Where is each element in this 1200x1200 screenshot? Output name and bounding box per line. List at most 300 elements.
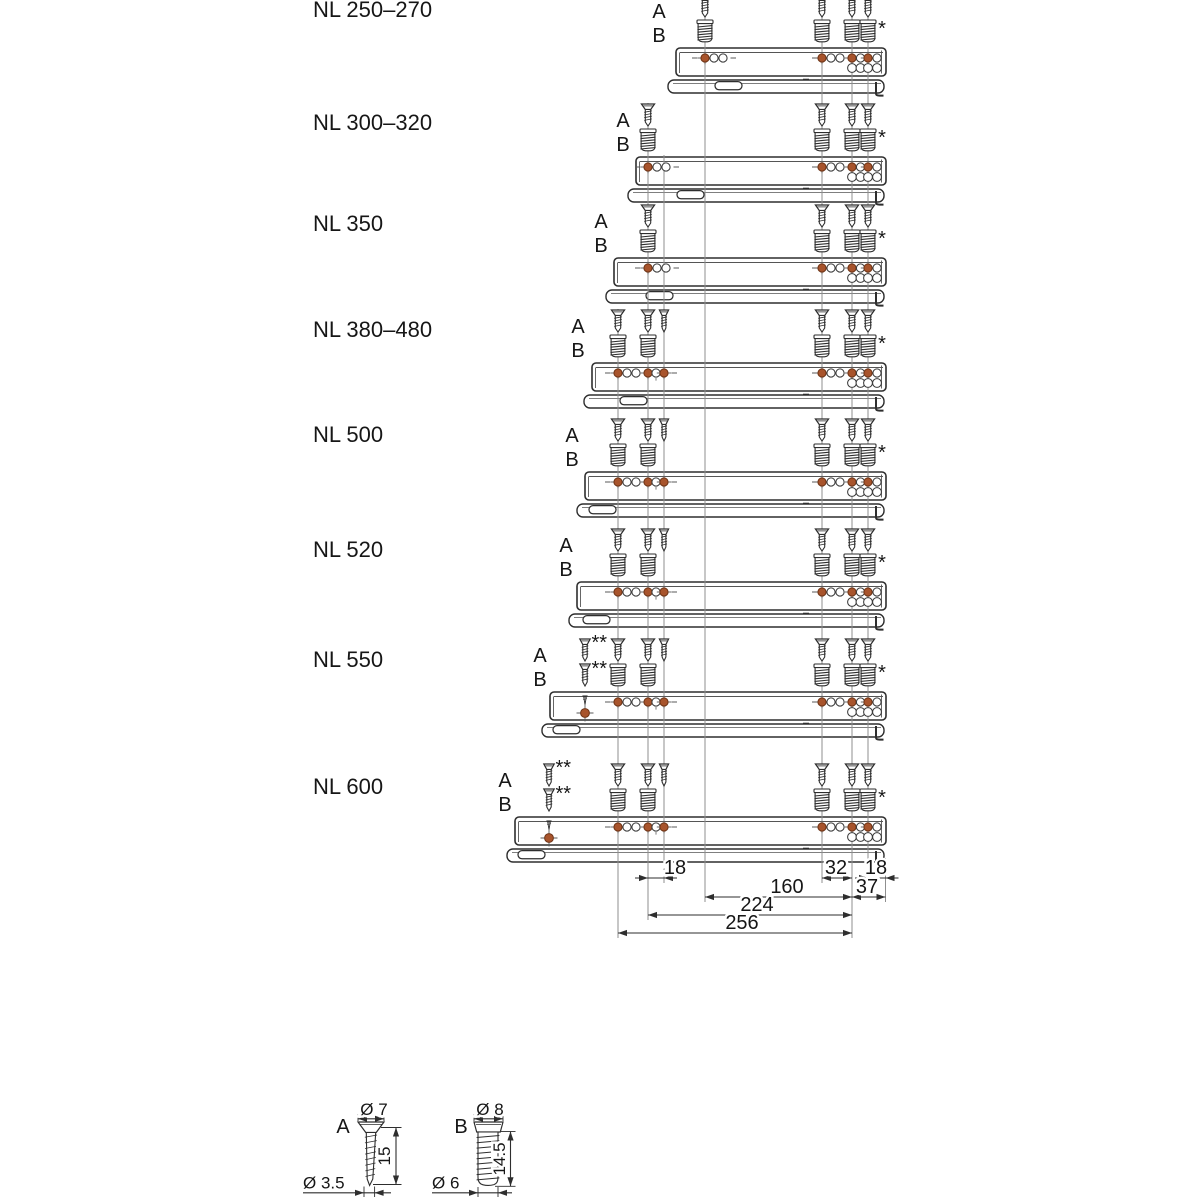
mounting-hole	[873, 369, 881, 377]
hole-circle	[848, 698, 856, 706]
row-title: NL 300–320	[313, 110, 433, 135]
screw-a-icon	[641, 419, 654, 441]
mounting-hole	[632, 823, 640, 831]
mounting-hole	[864, 379, 873, 388]
hole-circle	[719, 54, 727, 62]
row-title: NL 520	[313, 537, 384, 562]
screw-a-icon	[659, 419, 668, 441]
mounting-hole	[623, 369, 631, 377]
countersunk-screw-head	[659, 419, 668, 425]
hole-circle	[818, 54, 826, 62]
countersunk-screw-head	[815, 639, 828, 645]
countersunk-screw-head	[845, 419, 858, 425]
countersunk-screw-head	[815, 205, 828, 211]
hole-circle	[614, 369, 622, 377]
screw-a-icon	[815, 310, 828, 332]
latch	[518, 851, 545, 859]
hole-circle	[848, 833, 857, 842]
countersunk-screw-head	[641, 529, 654, 535]
hole-circle	[864, 598, 873, 607]
latch	[620, 397, 647, 405]
screw-a-icon	[861, 764, 874, 786]
runner-rail-strip	[628, 189, 884, 202]
hole-circle	[864, 588, 872, 596]
hole-circle	[827, 698, 835, 706]
screw-a-icon	[815, 0, 828, 17]
screw-b-icon	[640, 230, 656, 252]
row-title: NL 250–270	[313, 0, 433, 22]
screw-b-icon	[640, 789, 656, 811]
countersunk-screw-head	[611, 764, 624, 770]
screw-b-icon	[610, 444, 626, 466]
latch	[646, 292, 673, 300]
mounting-hole	[623, 698, 631, 706]
screw-b-icon	[860, 554, 876, 576]
latch	[589, 506, 616, 514]
double-star-marker: **	[555, 783, 572, 805]
hole-circle	[873, 708, 882, 717]
countersunk-screw-head	[544, 764, 554, 770]
screw-a-icon	[845, 310, 858, 332]
screw-a-icon	[659, 529, 668, 551]
screw-a-icon	[861, 0, 874, 17]
screw-a-icon	[641, 764, 654, 786]
dimension-arrow	[843, 912, 852, 918]
countersunk-screw-head	[815, 764, 828, 770]
screw-b-icon	[610, 554, 626, 576]
hole-circle	[864, 163, 872, 171]
screw-a-icon	[659, 310, 668, 332]
hole-circle	[873, 54, 881, 62]
screw-a-head	[358, 1122, 384, 1133]
mounting-hole	[873, 708, 882, 717]
star-marker: *	[878, 552, 886, 574]
mounting-hole	[873, 163, 881, 171]
hole-circle	[660, 823, 668, 831]
hole-circle	[873, 488, 882, 497]
screw-type-b-label: B	[565, 449, 579, 471]
screw-b-icon	[844, 230, 860, 252]
hole-circle	[827, 588, 835, 596]
countersunk-screw-head	[641, 639, 654, 645]
latch	[715, 82, 742, 90]
hole-circle	[623, 478, 631, 486]
mounting-hole	[836, 163, 844, 171]
screw-b-icon	[814, 444, 830, 466]
countersunk-screw-head	[861, 310, 874, 316]
hole-circle	[632, 588, 640, 596]
hole-circle	[836, 369, 844, 377]
hole-circle	[632, 369, 640, 377]
hole-circle	[836, 698, 844, 706]
countersunk-screw-head	[861, 529, 874, 535]
screw-type-a-label: A	[565, 425, 579, 447]
mounting-hole	[662, 264, 670, 272]
countersunk-screw-head	[845, 529, 858, 535]
mounting-hole	[848, 274, 857, 283]
mounting-hole	[836, 54, 844, 62]
hole-circle	[545, 834, 554, 843]
hole-circle	[653, 264, 661, 272]
screw-b-icon	[860, 444, 876, 466]
mounting-hole	[827, 163, 835, 171]
runner-rail-strip	[569, 614, 884, 627]
hole-circle	[827, 54, 835, 62]
hole-circle	[623, 369, 631, 377]
hole-circle	[614, 698, 622, 706]
screw-a-icon	[641, 639, 654, 661]
screw-a-icon	[611, 764, 624, 786]
mounting-hole	[873, 823, 881, 831]
shank-diameter-value: Ø 3.5	[303, 1173, 345, 1193]
mounting-hole	[836, 823, 844, 831]
screw-a-icon	[845, 0, 858, 17]
hole-circle	[653, 163, 661, 171]
hole-circle	[827, 369, 835, 377]
dimension-arrow	[843, 894, 852, 900]
mounting-hole	[873, 64, 882, 73]
front-screw-icon	[580, 664, 590, 686]
hole-circle	[836, 478, 844, 486]
row-title: NL 500	[313, 422, 384, 447]
screw-a-icon	[845, 205, 858, 227]
double-star-marker: **	[591, 658, 608, 680]
screw-type-a-label: A	[498, 770, 512, 792]
screw-b-icon	[844, 554, 860, 576]
hole-circle	[864, 478, 872, 486]
screw-a-icon	[815, 764, 828, 786]
hole-circle	[864, 264, 872, 272]
mounting-hole	[848, 173, 857, 182]
countersunk-screw-head	[845, 205, 858, 211]
hole-circle	[818, 264, 826, 272]
latch	[553, 726, 580, 734]
star-marker: *	[878, 228, 886, 250]
countersunk-screw-head	[611, 310, 624, 316]
hole-circle	[848, 163, 856, 171]
screw-b-head	[474, 1122, 503, 1132]
mounting-hole	[827, 698, 835, 706]
hole-circle	[644, 588, 652, 596]
hole-circle	[848, 708, 857, 717]
screw-b-icon	[640, 554, 656, 576]
screw-a-icon	[641, 104, 654, 126]
mounting-hole	[864, 274, 873, 283]
hole-circle	[848, 369, 856, 377]
screw-a-icon	[861, 310, 874, 332]
dimension-value: 18	[663, 857, 687, 879]
mounting-hole	[836, 588, 844, 596]
dimension-37	[852, 876, 886, 900]
hole-circle	[873, 379, 882, 388]
mounting-hole	[653, 264, 661, 272]
screw-a-icon	[815, 639, 828, 661]
dimensions-layer	[618, 857, 899, 936]
hole-circle	[644, 163, 652, 171]
screw-b-icon	[860, 335, 876, 357]
countersunk-screw-head	[861, 104, 874, 110]
hole-circle	[836, 823, 844, 831]
hole-circle	[623, 823, 631, 831]
hole-circle	[623, 588, 631, 596]
hole-circle	[644, 698, 652, 706]
countersunk-screw-head	[641, 764, 654, 770]
hole-circle	[818, 698, 826, 706]
dimension-arrow	[507, 1177, 513, 1186]
dimension-value: 37	[855, 876, 879, 898]
dimension-arrow	[618, 930, 627, 936]
dimension-value: 256	[725, 912, 759, 934]
mounting-hole	[848, 598, 857, 607]
hole-circle	[644, 823, 652, 831]
screw-type-b-label: B	[533, 669, 547, 691]
screw-b-icon	[860, 230, 876, 252]
dimension-arrow	[843, 930, 852, 936]
length-value: 15	[375, 1146, 394, 1166]
hole-circle	[660, 588, 668, 596]
detail-a-label: A	[336, 1116, 350, 1138]
hole-circle	[864, 64, 873, 73]
hole-circle	[848, 173, 857, 182]
double-star-marker: **	[591, 632, 608, 654]
hole-circle	[660, 369, 668, 377]
hole-circle	[873, 698, 881, 706]
screw-a-icon	[861, 205, 874, 227]
runner-rail-strip	[542, 724, 884, 737]
mounting-hole	[873, 478, 881, 486]
hole-circle	[864, 379, 873, 388]
mounting-hole	[873, 488, 882, 497]
countersunk-screw-head	[815, 104, 828, 110]
head-diameter-value: Ø 8	[476, 1100, 504, 1119]
mounting-hole	[873, 173, 882, 182]
dimension-arrow	[648, 912, 657, 918]
screw-a-icon	[861, 639, 874, 661]
countersunk-screw-head	[815, 419, 828, 425]
detail-drawings-layer	[303, 1100, 516, 1197]
countersunk-screw-head	[611, 639, 624, 645]
countersunk-screw-head	[580, 664, 590, 670]
hole-circle	[632, 823, 640, 831]
screw-a-icon	[815, 529, 828, 551]
mounting-hole	[873, 379, 882, 388]
countersunk-screw-head	[641, 419, 654, 425]
screw-b-icon	[844, 129, 860, 151]
hole-circle	[836, 163, 844, 171]
mounting-hole	[836, 478, 844, 486]
screw-a-icon	[659, 639, 668, 661]
hole-circle	[644, 369, 652, 377]
mounting-hole	[632, 478, 640, 486]
hole-circle	[848, 598, 857, 607]
dimension-arrow	[355, 1190, 364, 1196]
row-title: NL 380–480	[313, 317, 433, 342]
screw-type-a-label: A	[533, 645, 547, 667]
hole-circle	[710, 54, 718, 62]
dimension-arrow	[469, 1190, 478, 1196]
screw-a-icon	[845, 419, 858, 441]
screw-b-icon	[814, 335, 830, 357]
screw-b-icon	[814, 230, 830, 252]
star-marker: *	[878, 442, 886, 464]
mounting-hole	[623, 823, 631, 831]
countersunk-screw-head	[845, 764, 858, 770]
countersunk-screw-head	[580, 639, 590, 645]
row-title: NL 550	[313, 647, 384, 672]
screw-b-icon	[814, 20, 830, 42]
dimension-arrow	[393, 1176, 399, 1185]
screw-b-icon	[860, 20, 876, 42]
dimension-arrow	[639, 875, 648, 881]
screw-a-icon	[861, 529, 874, 551]
hole-circle	[864, 54, 872, 62]
screw-type-a-label: A	[616, 110, 630, 132]
hole-circle	[864, 708, 873, 717]
hole-circle	[848, 488, 857, 497]
dimension-arrow	[507, 1132, 513, 1141]
mounting-hole	[873, 588, 881, 596]
hole-circle	[818, 163, 826, 171]
dimension-arrow	[393, 1128, 399, 1137]
hole-circle	[614, 588, 622, 596]
hole-circle	[623, 698, 631, 706]
countersunk-screw-head	[861, 419, 874, 425]
hole-circle	[827, 264, 835, 272]
screw-type-a-label: A	[594, 211, 608, 233]
hole-circle	[848, 54, 856, 62]
mounting-hole	[848, 708, 857, 717]
mounting-hole	[827, 369, 835, 377]
screw-a-icon	[861, 419, 874, 441]
screw-a-icon	[611, 639, 624, 661]
screw-a-icon	[815, 104, 828, 126]
screw-a-icon	[845, 104, 858, 126]
hole-circle	[836, 264, 844, 272]
hole-circle	[848, 478, 856, 486]
screw-a-icon	[641, 529, 654, 551]
screw-a-icon	[815, 419, 828, 441]
star-marker: *	[878, 18, 886, 40]
hole-circle	[848, 588, 856, 596]
screw-b-icon	[814, 129, 830, 151]
screw-b-icon	[610, 664, 626, 686]
mounting-hole	[827, 823, 835, 831]
latch	[583, 616, 610, 624]
mounting-hole	[827, 478, 835, 486]
hole-circle	[818, 478, 826, 486]
hole-circle	[818, 823, 826, 831]
countersunk-screw-head	[861, 205, 874, 211]
hole-circle	[848, 379, 857, 388]
hole-circle	[632, 698, 640, 706]
countersunk-screw-head	[611, 419, 624, 425]
countersunk-screw-head	[544, 789, 554, 795]
screw-type-b-label: B	[652, 25, 666, 47]
countersunk-screw-head	[861, 764, 874, 770]
mounting-hole	[873, 274, 882, 283]
screw-type-b-label: B	[616, 134, 630, 156]
mounting-hole	[848, 379, 857, 388]
screw-a-icon	[845, 529, 858, 551]
mounting-hole	[848, 64, 857, 73]
hole-circle	[864, 833, 873, 842]
dimension-arrow	[705, 894, 714, 900]
hole-circle	[848, 264, 856, 272]
dimension-value: 160	[770, 876, 804, 898]
screw-b-icon	[640, 129, 656, 151]
screw-b-icon	[844, 20, 860, 42]
screw-type-a-label: A	[559, 535, 573, 557]
front-screw-icon	[544, 789, 554, 811]
countersunk-screw-head	[845, 104, 858, 110]
screw-a-icon	[861, 104, 874, 126]
countersunk-screw-head	[861, 639, 874, 645]
hole-circle	[864, 274, 873, 283]
mounting-hole	[632, 698, 640, 706]
dimension-arrow	[498, 1190, 507, 1196]
mounting-hole	[873, 598, 882, 607]
screw-b-icon	[844, 789, 860, 811]
hole-circle	[873, 598, 882, 607]
star-marker: *	[878, 662, 886, 684]
hole-circle	[836, 54, 844, 62]
countersunk-screw-head	[659, 639, 668, 645]
screw-b-icon	[640, 335, 656, 357]
screw-b-detail	[432, 1100, 516, 1197]
screw-a-icon	[845, 764, 858, 786]
hole-circle	[873, 64, 882, 73]
hole-circle	[864, 698, 872, 706]
mounting-hole	[848, 833, 857, 842]
hole-circle	[662, 163, 670, 171]
hole-circle	[873, 478, 881, 486]
screw-b-icon	[844, 664, 860, 686]
dimension-value: 18	[864, 857, 888, 879]
screw-a-detail	[303, 1100, 402, 1197]
hole-circle	[864, 488, 873, 497]
hole-circle	[848, 64, 857, 73]
screw-a-icon	[641, 205, 654, 227]
hole-circle	[827, 478, 835, 486]
hole-circle	[873, 369, 881, 377]
latch	[677, 191, 704, 199]
countersunk-screw-head	[641, 310, 654, 316]
mounting-hole	[836, 698, 844, 706]
screw-b-icon	[814, 789, 830, 811]
head-diameter-value: Ø 7	[360, 1100, 388, 1119]
screw-a-icon	[815, 205, 828, 227]
countersunk-screw-head	[659, 764, 668, 770]
hole-circle	[660, 478, 668, 486]
mounting-hole	[827, 264, 835, 272]
hole-circle	[614, 823, 622, 831]
mounting-hole	[623, 588, 631, 596]
countersunk-screw-head	[815, 529, 828, 535]
hole-circle	[873, 264, 881, 272]
front-screw-icon	[580, 639, 590, 661]
double-star-marker: **	[555, 757, 572, 779]
hole-circle	[864, 369, 872, 377]
mounting-hole	[836, 369, 844, 377]
mounting-hole	[873, 833, 882, 842]
mounting-hole	[873, 698, 881, 706]
screw-b-icon	[640, 664, 656, 686]
hole-circle	[864, 173, 873, 182]
screw-b-icon	[844, 335, 860, 357]
dimension-value: 32	[824, 857, 848, 879]
hole-circle	[848, 823, 856, 831]
dimension-value: 224	[740, 894, 774, 916]
